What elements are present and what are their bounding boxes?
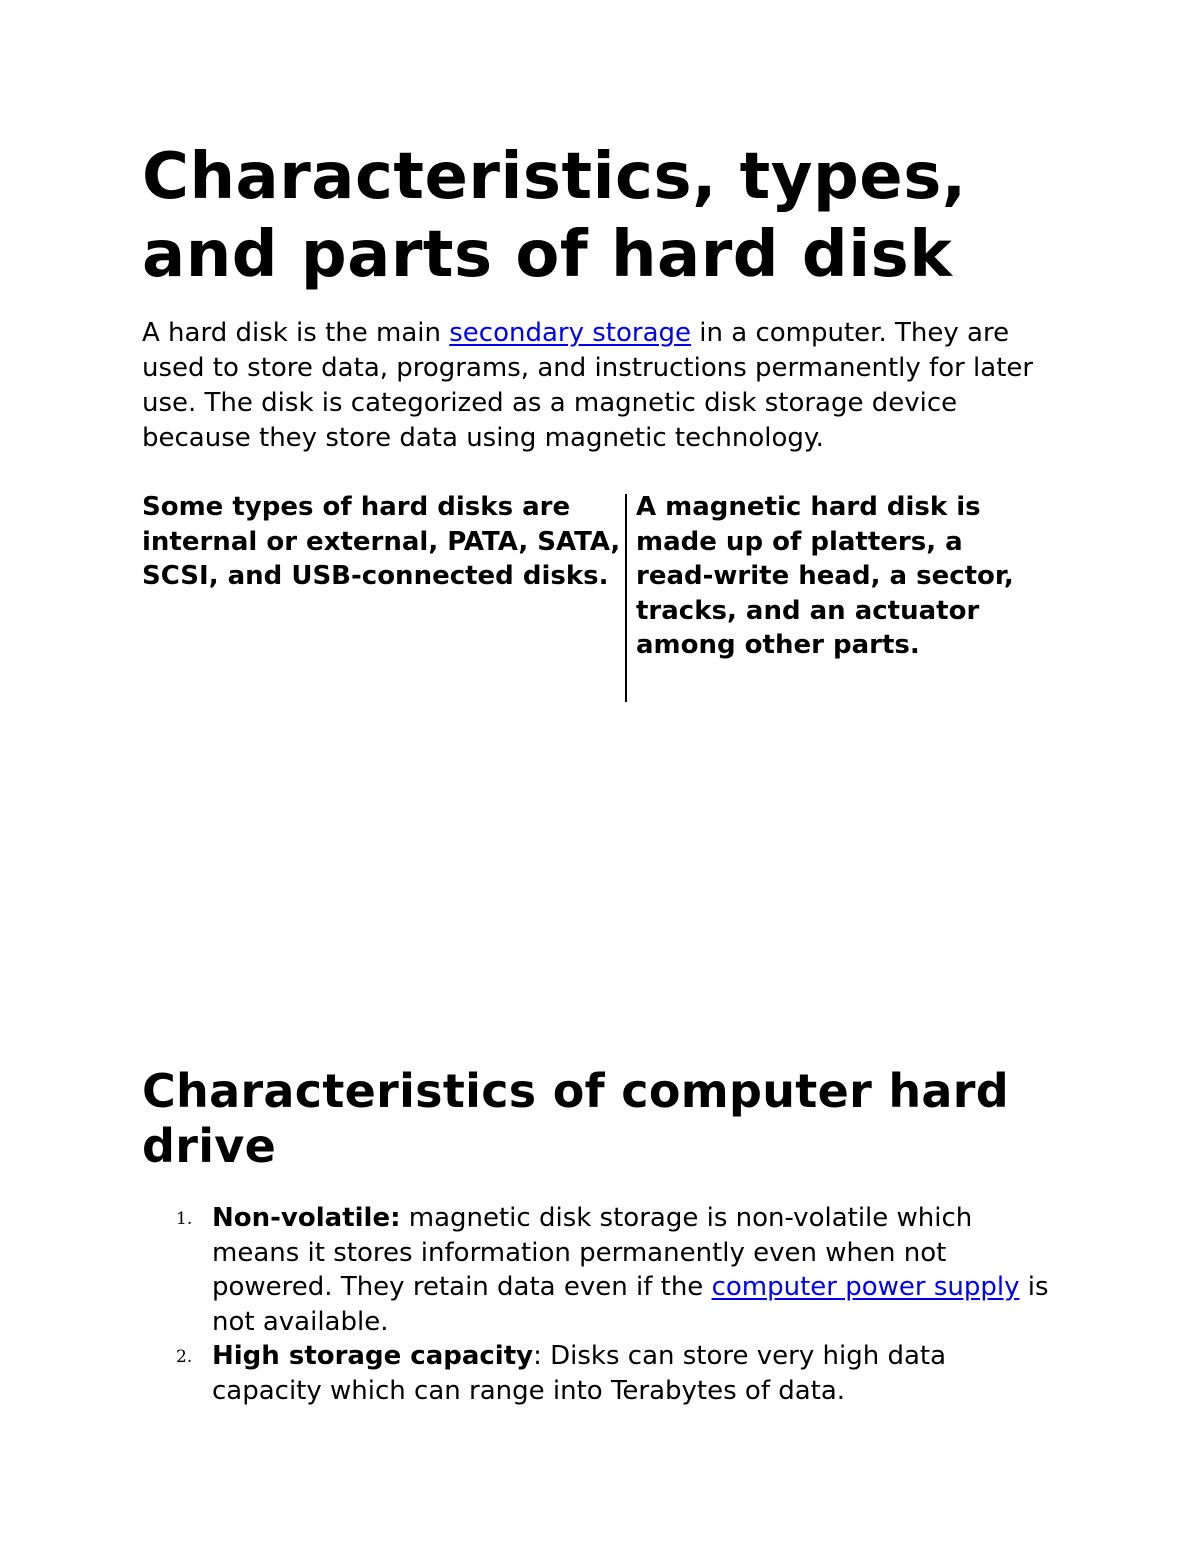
list-term: Non-volatile:: [212, 1203, 401, 1233]
section-heading: Characteristics of computer hard drive: [142, 1064, 1009, 1173]
list-text: magnetic disk storage is non-volatile which means it stores information permanently even when not powered. They retain data even if the: [212, 1203, 973, 1302]
list-number: 1.: [176, 1209, 193, 1229]
list-term: High storage capacity: [212, 1341, 534, 1371]
secondary-storage-link[interactable]: secondary storage: [449, 318, 692, 348]
list-item: [142, 1201, 1052, 1339]
two-column-summary: [142, 490, 1052, 702]
characteristics-list: [142, 1201, 1052, 1408]
intro-text-end: in a computer. They are used to store data, programs, and instructions permanently for later use. The disk is categorized as a magnetic disk storage device because they store data using magnetic technology.: [142, 318, 1034, 453]
computer-power-supply-link[interactable]: computer power supply: [711, 1272, 1020, 1302]
list-text-end: is not available.: [212, 1272, 1049, 1337]
list-item: [142, 1339, 1052, 1408]
document-page: [142, 138, 1052, 702]
intro-paragraph: [142, 316, 1042, 456]
list-number: 2.: [176, 1347, 193, 1367]
types-summary: Some types of hard disks are internal or external, PATA, SATA, SCSI, and USB-connected disks.: [142, 492, 621, 591]
parts-summary: A magnetic hard disk is made up of platters, a read-write head, a sector, tracks, and an actuator among other parts.: [636, 492, 1014, 660]
page-title: Characteristics, types, and parts of hard disk: [142, 140, 967, 292]
intro-text-start: A hard disk is the main: [142, 318, 450, 348]
list-text: : Disks can store very high data capacity which can range into Terabytes of data.: [212, 1341, 947, 1406]
